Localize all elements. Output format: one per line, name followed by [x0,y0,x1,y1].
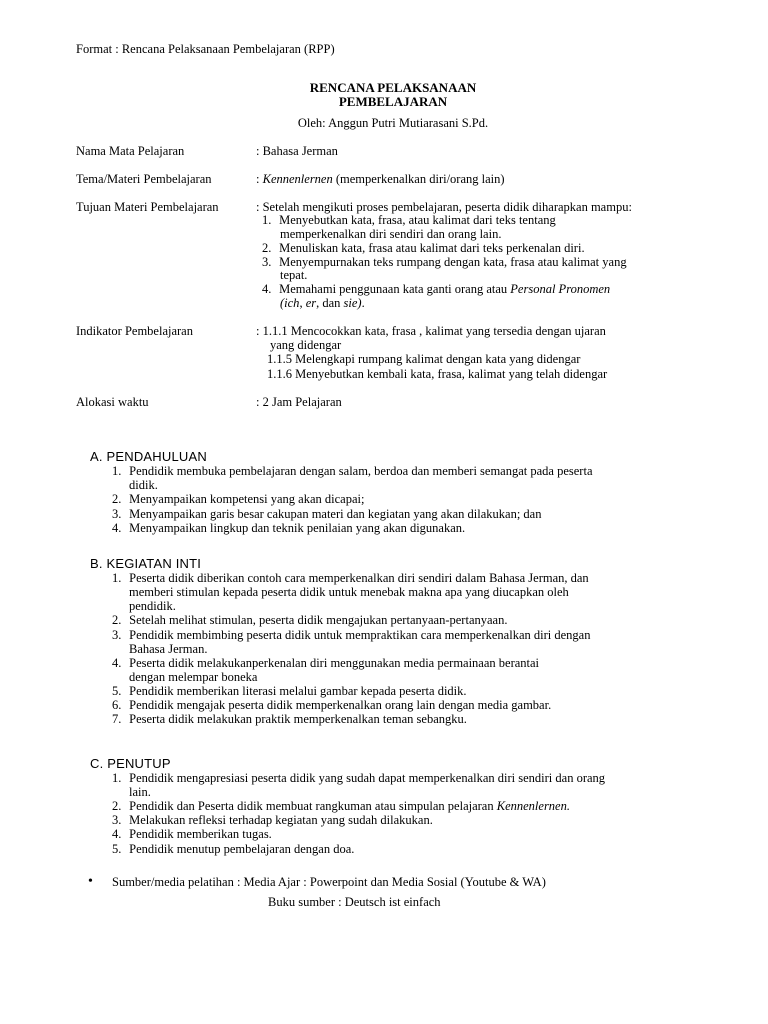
tujuan-item: 2. Menuliskan kata, frasa atau kalimat dari teks perkenalan diri. [262,241,585,255]
list-item: 4. Peserta didik melakukanperkenalan diri menggunakan media permainaan berantai [112,656,540,670]
indikator-item-cont: yang didengar [270,338,342,352]
alokasi-value: : 2 Jam Pelajaran [256,395,342,409]
mapel-label: Nama Mata Pelajaran [76,144,185,158]
list-item: 3. Pendidik membimbing peserta didik untuk mempraktikan cara memperkenalkan diri dengan [112,628,591,642]
indikator-item: 1.1.5 Melengkapi rumpang kalimat dengan kata yang didengar [267,352,581,366]
mapel-value: : Bahasa Jerman [256,144,338,158]
list-item: 7. Peserta didik melakukan praktik memperkenalkan teman sebangku. [112,712,467,726]
list-item-cont: memberi stimulan kepada peserta didik untuk menebak makna apa yang diucapkan oleh [129,585,569,599]
indikator-label: Indikator Pembelajaran [76,324,193,338]
indikator-item: 1.1.6 Menyebutkan kembali kata, frasa, kalimat yang telah didengar [267,367,608,381]
section-title-pendahuluan: A. PENDAHULUAN [90,449,207,464]
tujuan-item: 4. Memahami penggunaan kata ganti orang atau Personal Pronomen [262,282,611,296]
list-item: 2. Menyampaikan kompetensi yang akan dicapai; [112,492,365,506]
list-item: 6. Pendidik mengajak peserta didik memperkenalkan orang lain dengan media gambar. [112,698,552,712]
list-item: 4. Pendidik memberikan tugas. [112,827,272,841]
list-item: 3. Menyampaikan garis besar cakupan materi dan kegiatan yang akan dilakukan; dan [112,507,542,521]
list-item: 5. Pendidik memberikan literasi melalui gambar kepada peserta didik. [112,684,467,698]
section-title-inti: B. KEGIATAN INTI [90,556,202,571]
list-item-cont: pendidik. [129,599,176,613]
list-item: 1. Pendidik mengapresiasi peserta didik yang sudah dapat memperkenalkan diri sendiri dan orang [112,771,606,785]
tema-prefix: : [256,172,263,186]
tujuan-item-cont: tepat. [280,268,308,282]
sumber-line: Sumber/media pelatihan : Media Ajar : Powerpoint dan Media Sosial (Youtube & WA) [112,875,546,889]
list-item: 2. Pendidik dan Peserta didik membuat rangkuman atau simpulan pelajaran Kennenlernen. [112,799,570,813]
tema-italic: Kennenlernen [262,172,333,186]
tujuan-item-cont: memperkenalkan diri sendiri dan orang lain. [280,227,502,241]
list-item: 5. Pendidik menutup pembelajaran dengan doa. [112,842,355,856]
format-line: Format : Rencana Pelaksanaan Pembelajaran (RPP) [76,42,335,56]
tujuan-item-cont: (ich, er, dan sie). [280,296,365,310]
indikator-item: : 1.1.1 Mencocokkan kata, frasa , kalimat yang tersedia dengan ujaran [256,324,606,338]
tema-value [256,172,505,186]
list-item-cont: lain. [129,785,151,799]
section-title-penutup: C. PENUTUP [90,756,171,771]
list-item: 3. Melakukan refleksi terhadap kegiatan yang sudah dilakukan. [112,813,433,827]
list-item-cont: didik. [129,478,158,492]
tema-rest: (memperkenalkan diri/orang lain) [332,172,505,186]
list-item: 2. Setelah melihat stimulan, peserta didik mengajukan pertanyaan-pertanyaan. [112,613,508,627]
tema-label: Tema/Materi Pembelajaran [76,172,212,186]
list-item-cont: Bahasa Jerman. [129,642,208,656]
list-item: 1. Pendidik membuka pembelajaran dengan salam, berdoa dan memberi semangat pada peserta [112,464,593,478]
list-item: 4. Menyampaikan lingkup dan teknik penilaian yang akan digunakan. [112,521,466,535]
list-item: 1. Peserta didik diberikan contoh cara memperkenalkan diri sendiri dalam Bahasa Jerman, dan [112,571,589,585]
title-line-1: RENCANA PELAKSANAAN [309,80,477,95]
tujuan-item: 3. Menyempurnakan teks rumpang dengan kata, frasa atau kalimat yang [262,255,627,269]
list-item-cont: dengan melempar boneka [129,670,258,684]
alokasi-label: Alokasi waktu [76,395,149,409]
buku-sumber-line: Buku sumber : Deutsch ist einfach [268,895,441,909]
tujuan-item: 1. Menyebutkan kata, frasa, atau kalimat dari teks tentang [262,213,556,227]
title-line-2: PEMBELAJARAN [338,94,448,109]
tujuan-label: Tujuan Materi Pembelajaran [76,200,219,214]
tujuan-intro: : Setelah mengikuti proses pembelajaran, peserta didik diharapkan mampu: [256,200,632,214]
author-line: Oleh: Anggun Putri Mutiarasani S.Pd. [297,116,489,130]
bullet-icon: • [88,874,93,889]
